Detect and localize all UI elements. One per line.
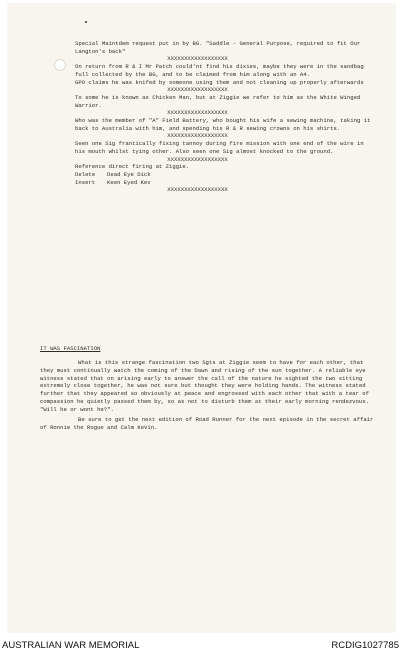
insert-label: Insert — [75, 178, 96, 186]
delete-value: Dead Eye Dick — [107, 170, 151, 178]
separator: XXXXXXXXXXXXXXXXXX — [167, 109, 228, 117]
punch-hole — [54, 59, 66, 71]
separator: XXXXXXXXXXXXXXXXXX — [167, 155, 228, 163]
item-sewing: Who was the member of "A" Field Battery, who bought his wife a sewing machine, taking it back to Australia with him, and spending his R & R sewing crowns on his shirts. — [75, 117, 371, 132]
fascination-section — [40, 339, 375, 432]
notes-column — [75, 40, 375, 194]
archive-footer — [0, 637, 403, 653]
ink-mark — [85, 21, 87, 23]
item-dixies: On return from R & I Mr Patch could'nt find his dixies, maybe they were in the sandbag full collected by the BG, and to be claimed from him along with an A4. — [75, 63, 364, 78]
record-id: RCDIG1027785 — [331, 640, 399, 651]
reference-insert-row — [75, 179, 375, 187]
delete-label: Delete — [75, 170, 96, 178]
fascination-paragraph: What is this strange fascination two Sgts at Ziggie seem to have for each other, that they must continually watch the coming of the Dawn and rising of the sun together. A reliable eye witness stated that on arising early to answer the call of the nature he sighted the two sitting extremely close together, he was not sure but thought they were holding hands. The witness stated further that they appeared so obviously at peace and engrossed with each other that with a tear of compassion he quietly passed them by, so as not to disturb them at their early morning rendezvous. "Will he or wont he?". — [40, 359, 369, 413]
item-gpo: GPO claims he was knifed by someone using them and not cleaning up properly afterwards — [75, 78, 364, 86]
item-chicken-man: To some he is known as Chicken Man, but at Ziggie we refer to him as the White Winged Warrior. — [75, 93, 361, 109]
institution-label: AUSTRALIAN WAR MEMORIAL — [2, 640, 140, 651]
separator: XXXXXXXXXXXXXXXXXX — [167, 132, 228, 140]
separator: XXXXXXXXXXXXXXXXXX — [167, 86, 228, 94]
separator: XXXXXXXXXXXXXXXXXX — [167, 186, 228, 194]
item-sig: Seen one Sig frantically fixing tannoy during fire mission with one end of the wire in his mouth whilst tying other. Also seen one Sig almost knocked to the ground. — [75, 140, 364, 155]
road-runner-paragraph: Be sure to get the next edition of Road Runner for the next episode in the secret affair of Ronnie the Rogue and Calm Kevin. — [40, 416, 374, 431]
separator: XXXXXXXXXXXXXXXXXX — [167, 55, 228, 63]
item-saddle: Special Maintdem request put in by BG. "Saddle - General Purpose, required to fit Our Langton's back" — [75, 40, 361, 55]
reference-intro: Reference direct firing at Ziggie. — [75, 163, 190, 171]
section-heading: IT WAS FASCINATION — [40, 344, 101, 352]
insert-value: Keen Eyed Kev — [107, 178, 151, 186]
reference-delete-row — [75, 171, 375, 179]
